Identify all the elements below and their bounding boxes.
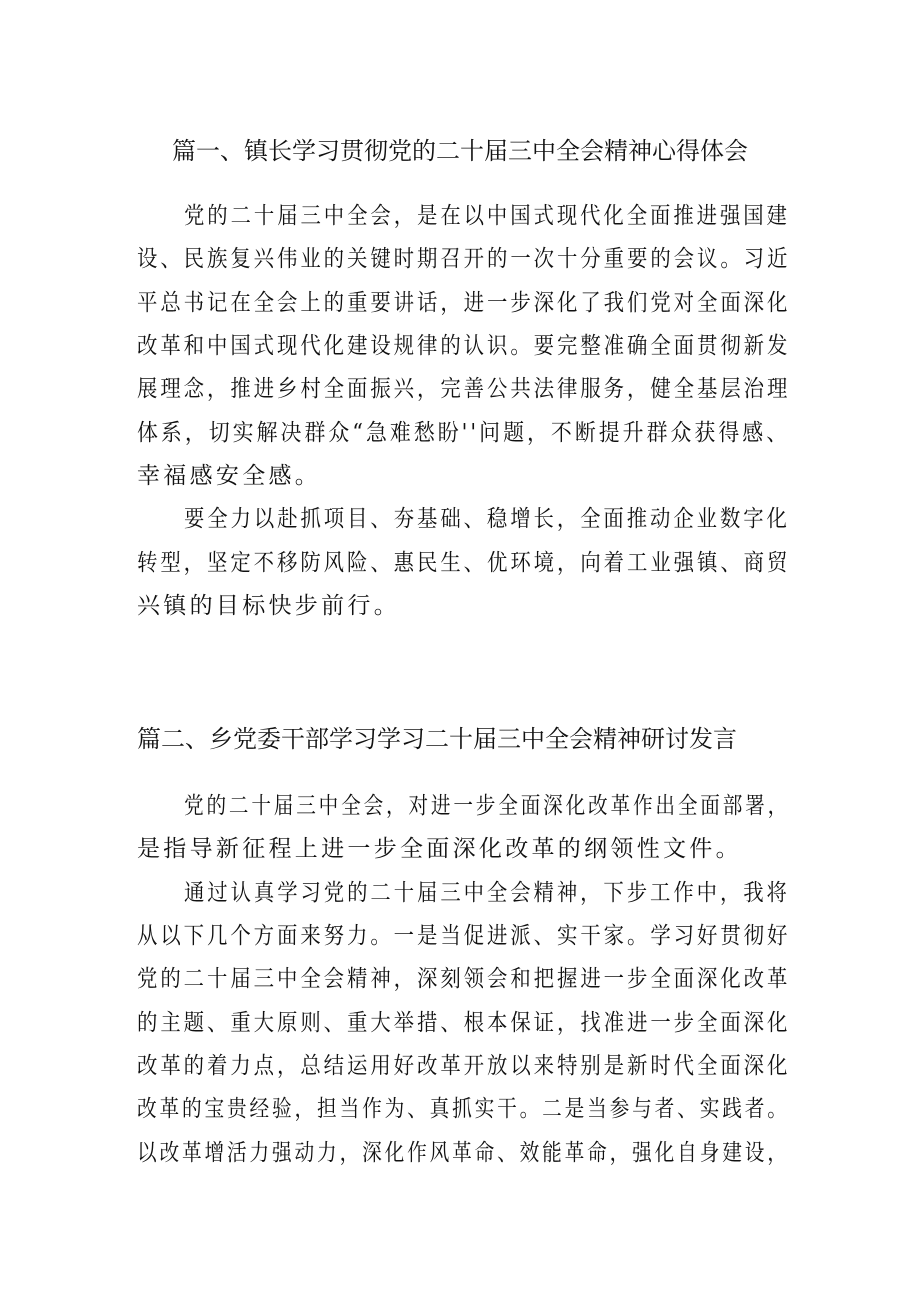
- text-line: 体系，切实解决群众“急难愁盼''问题，不断提升群众获得感、: [137, 420, 791, 446]
- text-line: 党的二十届三中全会精神，深刻领会和把握进一步全面深化改革: [137, 966, 791, 992]
- text-line: 展理念，推进乡村全面振兴，完善公共法律服务，健全基层治理: [137, 376, 791, 402]
- text-line: 从以下几个方面来努力。一是当促进派、实干家。学习好贯彻好: [137, 923, 791, 949]
- text-line: 改革的着力点，总结运用好改革开放以来特别是新时代全面深化: [137, 1053, 791, 1079]
- text-line: 改革和中国式现代化建设规律的认识。要完整准确全面贯彻新发: [137, 333, 791, 359]
- text-line: 党的二十届三中全会，是在以中国式现代化全面推进强国建: [184, 203, 790, 229]
- text-line: 设、民族复兴伟业的关键时期召开的一次十分重要的会议。习近: [137, 246, 791, 272]
- text-line: 通过认真学习党的二十届三中全会精神，下步工作中，我将: [184, 880, 790, 906]
- text-line: 以改革增活力强动力，深化作风革命、效能革命，强化自身建设，: [137, 1140, 790, 1166]
- text-line: 转型，坚定不移防风险、惠民生、优环境，向着工业强镇、商贸: [137, 550, 791, 576]
- text-line: 改革的宝贵经验，担当作为、真抓实干。二是当参与者、实践者。: [137, 1096, 790, 1122]
- section2-title: 篇二、乡党委干部学习学习二十届三中全会精神研讨发言: [137, 725, 737, 753]
- section1-title: 篇一、镇长学习贯彻党的二十届三中全会精神心得体会: [172, 137, 748, 165]
- text-line: 的主题、重大原则、重大举措、根本保证，找准进一步全面深化: [137, 1010, 791, 1036]
- text-line: 平总书记在全会上的重要讲话，进一步深化了我们党对全面深化: [137, 290, 791, 316]
- text-line: 要全力以赴抓项目、夯基础、稳增长，全面推动企业数字化: [184, 506, 790, 532]
- text-line: 幸福感安全感。: [137, 463, 322, 489]
- text-line: 兴镇的目标快步前行。: [137, 593, 400, 619]
- text-line: 是指导新征程上进一步全面深化改革的纲领性文件。: [137, 836, 742, 862]
- text-line: 党的二十届三中全会，对进一步全面深化改革作出全面部署，: [184, 793, 791, 819]
